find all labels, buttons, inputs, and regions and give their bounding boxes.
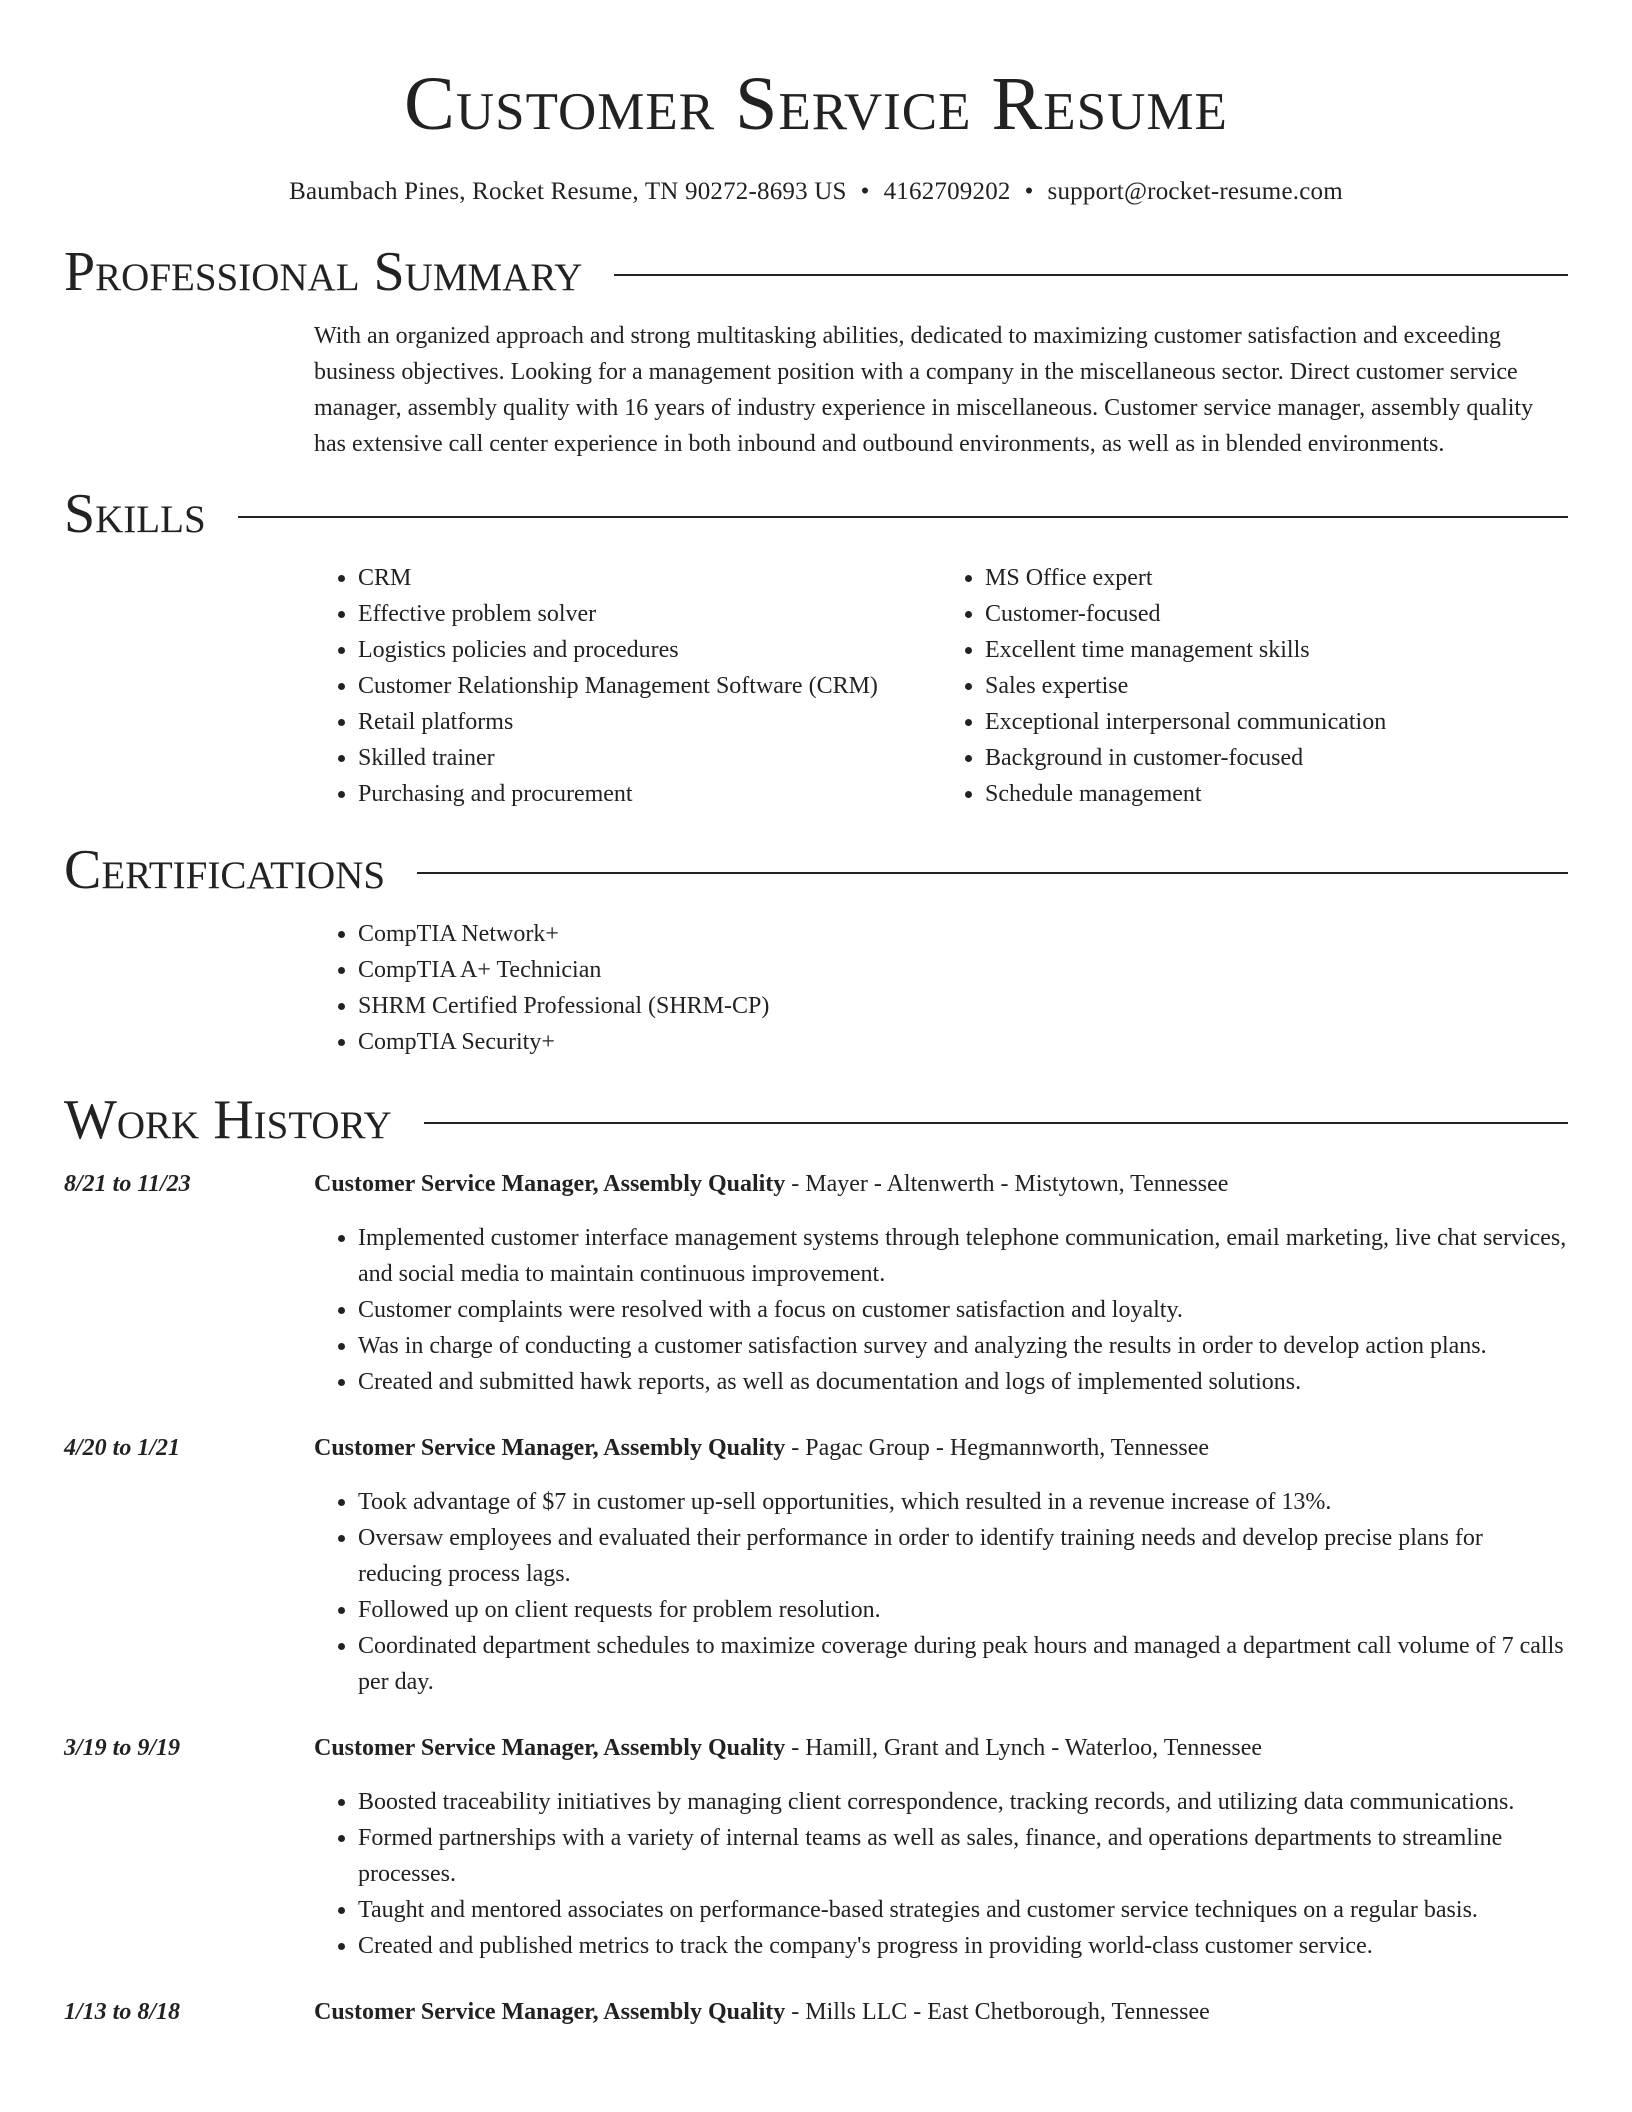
certifications-items [314, 916, 1568, 1060]
job-bullet-list [314, 1220, 1568, 1400]
skill-item: • Skilled trainer [358, 740, 941, 776]
section-divider [614, 274, 1568, 276]
job-title: Customer Service Manager, Assembly Quality [314, 1435, 786, 1461]
skill-item: • Excellent time management skills [985, 632, 1568, 668]
contact-line [64, 176, 1568, 208]
certification-item: • SHRM Certified Professional (SHRM-CP) [358, 988, 1568, 1024]
section-divider [417, 872, 1568, 874]
job-dates: 8/21 to 11/23 [64, 1171, 191, 1197]
summary-text: With an organized approach and strong multitasking abilities, dedicated to maximizing customer satisfaction and exceeding business objectives. Looking for a management position with a company in the miscellaneous sector. Direct customer service manager, assembly quality with 16 years of industry experience in miscellaneous. Customer service manager, assembly quality has extensive call center experience in both inbound and outbound environments, as well as in blended environments. [314, 323, 1534, 457]
job-heading-line [314, 1166, 1228, 1202]
job-bullet: • Formed partnerships with a variety of internal teams as well as sales, finance, and operations departments to streamline processes. [358, 1820, 1568, 1892]
job-title: Customer Service Manager, Assembly Quality [314, 1999, 786, 2025]
job-bullets [314, 1484, 1568, 1700]
work-heading: Work History [64, 1089, 392, 1151]
job-bullet: • Customer complaints were resolved with a focus on customer satisfaction and loyalty. [358, 1292, 1568, 1328]
job-bullet: • Implemented customer interface management systems through telephone communication, email marketing, live chat services, and social media to maintain continuous improvement. [358, 1220, 1568, 1292]
skill-item: • Retail platforms [358, 704, 941, 740]
job-dates: 3/19 to 9/19 [64, 1735, 181, 1761]
job-bullet-list [314, 1784, 1568, 1964]
certifications-list [314, 916, 1568, 1060]
skills-section-header [64, 482, 1568, 546]
job-header [64, 1730, 1568, 1766]
job-title: Customer Service Manager, Assembly Quality [314, 1735, 786, 1761]
work-section-header [64, 1088, 1568, 1152]
summary-section-header [64, 240, 1568, 304]
resume-title: Customer Service Resume [404, 62, 1228, 146]
contact-email: support@rocket-resume.com [1047, 178, 1343, 205]
skills-heading: Skills [64, 483, 206, 545]
certification-item: • CompTIA Network+ [358, 916, 1568, 952]
job-employer: - Hamill, Grant and Lynch - Waterloo, Tennessee [785, 1735, 1262, 1761]
job-bullet: • Created and submitted hawk reports, as well as documentation and logs of implemented solutions. [358, 1364, 1568, 1400]
skills-list [314, 560, 1568, 812]
certification-item: • CompTIA A+ Technician [358, 952, 1568, 988]
job-heading-line [314, 1730, 1262, 1766]
skill-item: • Customer Relationship Management Software (CRM) [358, 668, 941, 704]
certifications-heading: Certifications [64, 839, 386, 901]
job-bullets [314, 1784, 1568, 1964]
skills-column-right [941, 560, 1568, 812]
job-heading-line [314, 1430, 1209, 1466]
job-entry [64, 1166, 1568, 1400]
job-dates: 1/13 to 8/18 [64, 1999, 181, 2025]
certifications-section-header [64, 838, 1568, 902]
job-title: Customer Service Manager, Assembly Quality [314, 1171, 786, 1197]
job-dates: 4/20 to 1/21 [64, 1435, 181, 1461]
job-heading-line [314, 1994, 1210, 2030]
job-header [64, 1994, 1568, 2030]
section-divider [424, 1122, 1568, 1124]
job-header [64, 1430, 1568, 1466]
contact-address: Baumbach Pines, Rocket Resume, TN 90272-8693 US [289, 178, 847, 205]
job-employer: - Pagac Group - Hegmannworth, Tennessee [785, 1435, 1210, 1461]
section-divider [238, 516, 1568, 518]
summary-body [314, 318, 1568, 462]
contact-phone: 4162709202 [883, 178, 1011, 205]
job-bullet: • Took advantage of $7 in customer up-sell opportunities, which resulted in a revenue increase of 13%. [358, 1484, 1568, 1520]
skill-item: • Background in customer-focused [985, 740, 1568, 776]
contact-separator: • [1024, 178, 1034, 205]
job-entry [64, 1730, 1568, 1964]
job-bullet: • Created and published metrics to track the company's progress in providing world-class customer service. [358, 1928, 1568, 1964]
skill-item: • Logistics policies and procedures [358, 632, 941, 668]
certification-item: • CompTIA Security+ [358, 1024, 1568, 1060]
skill-item: • Sales expertise [985, 668, 1568, 704]
skill-item: • Effective problem solver [358, 596, 941, 632]
job-bullet: • Oversaw employees and evaluated their performance in order to identify training needs and develop precise plans for reducing process lags. [358, 1520, 1568, 1592]
skill-item: • Schedule management [985, 776, 1568, 812]
job-employer: - Mayer - Altenwerth - Mistytown, Tennessee [785, 1171, 1229, 1197]
job-entry [64, 1994, 1568, 2030]
skill-item: • Exceptional interpersonal communication [985, 704, 1568, 740]
job-entry [64, 1430, 1568, 1700]
job-header [64, 1166, 1568, 1202]
skill-item: • CRM [358, 560, 941, 596]
summary-heading: Professional Summary [64, 241, 583, 303]
job-bullet: • Taught and mentored associates on performance-based strategies and customer service techniques on a regular basis. [358, 1892, 1568, 1928]
job-bullet: • Was in charge of conducting a customer satisfaction survey and analyzing the results in order to develop action plans. [358, 1328, 1568, 1364]
job-bullet-list [314, 1484, 1568, 1700]
skills-column-left [314, 560, 941, 812]
job-bullet: • Coordinated department schedules to maximize coverage during peak hours and managed a department call volume of 7 calls per day. [358, 1628, 1568, 1700]
skill-item: • Purchasing and procurement [358, 776, 941, 812]
job-bullet: • Boosted traceability initiatives by managing client correspondence, tracking records, and utilizing data communications. [358, 1784, 1568, 1820]
skill-item: • MS Office expert [985, 560, 1568, 596]
job-bullet: • Followed up on client requests for problem resolution. [358, 1592, 1568, 1628]
job-employer: - Mills LLC - East Chetborough, Tennessee [785, 1999, 1210, 2025]
contact-separator: • [860, 178, 870, 205]
job-bullets [314, 1220, 1568, 1400]
skill-item: • Customer-focused [985, 596, 1568, 632]
